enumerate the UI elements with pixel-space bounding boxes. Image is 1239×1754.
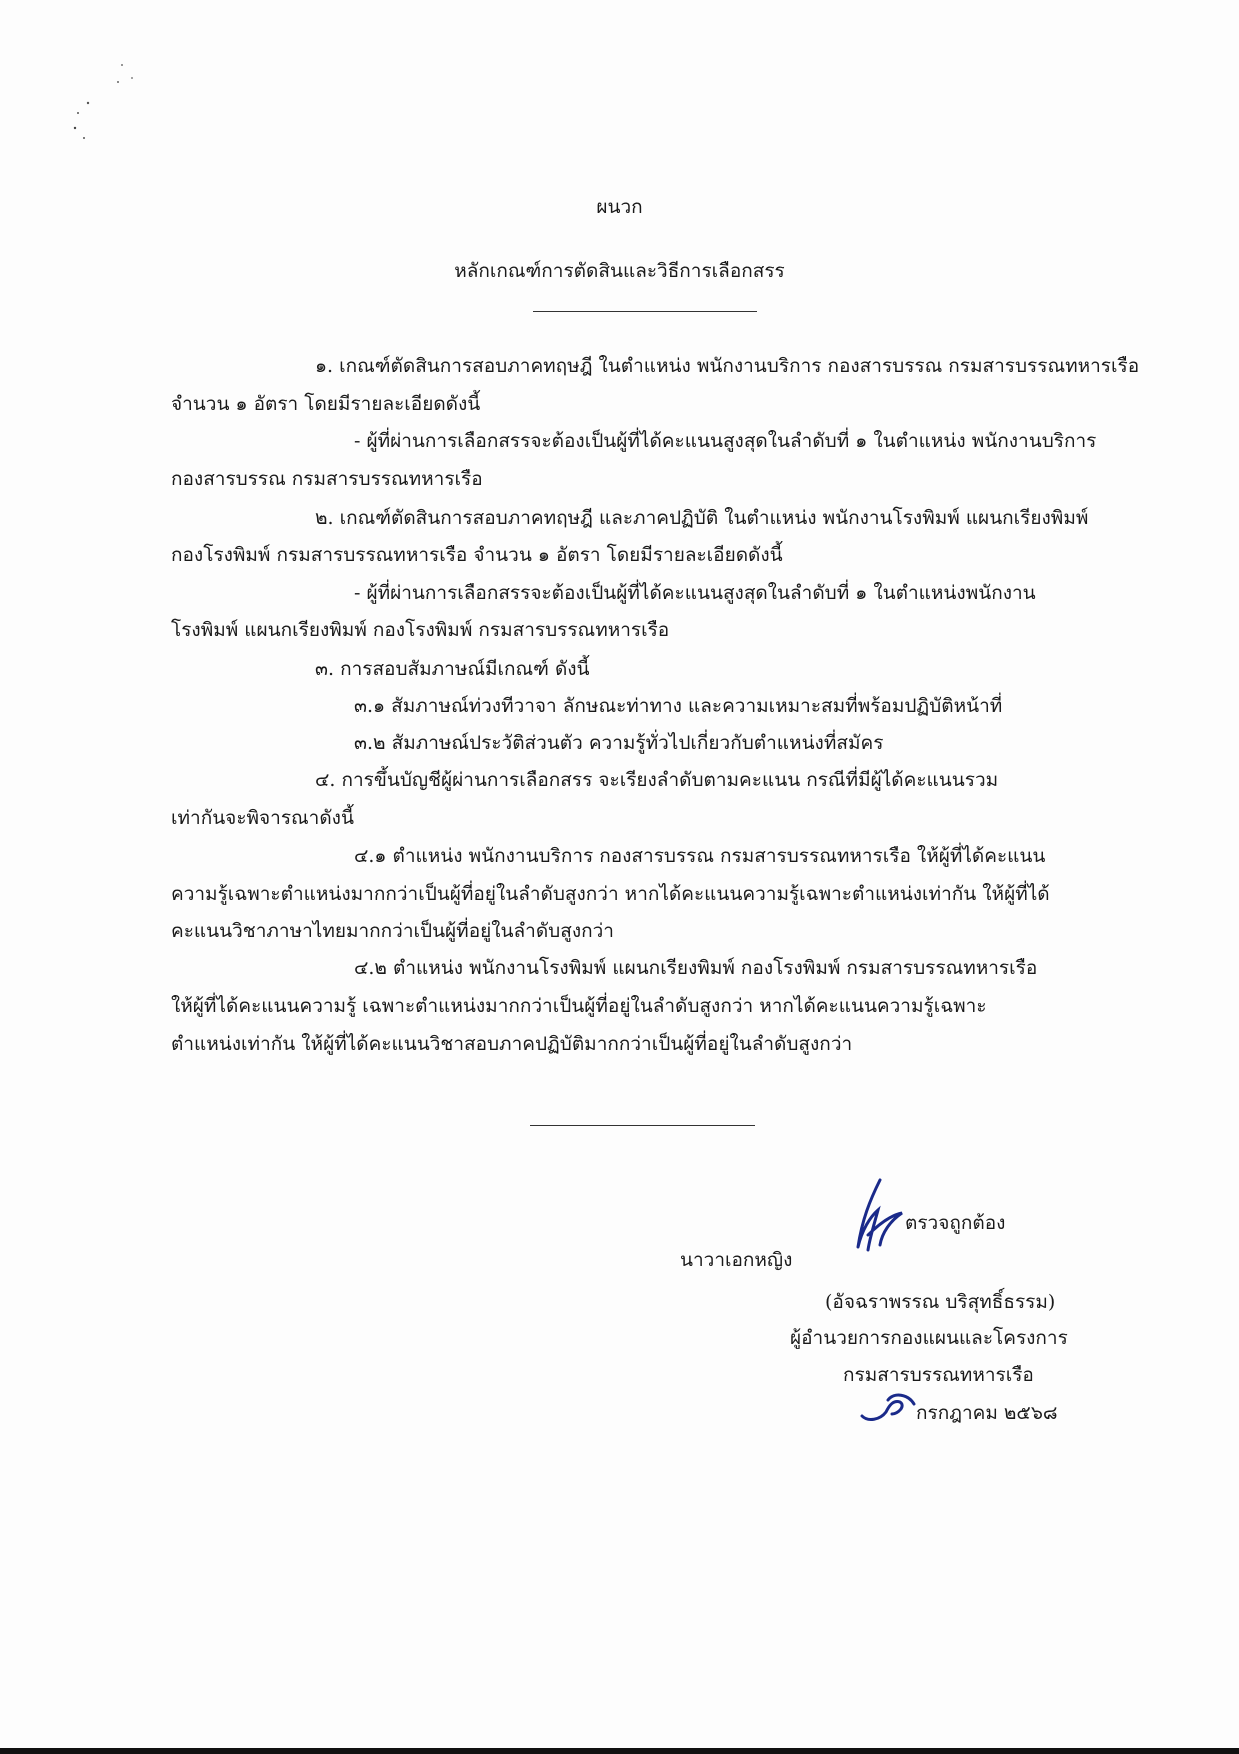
body-line-1: ๑. เกณฑ์ตัดสินการสอบภาคทฤษฎี ในตำแหน่ง พนักงานบริการ กองสารบรรณ กรมสารบรรณทหารเรือ	[315, 355, 1140, 377]
body-line-13: เท่ากันจะพิจารณาดังนี้	[171, 807, 354, 829]
body-line-18: ให้ผู้ที่ได้คะแนนความรู้ เฉพาะตำแหน่งมากกว่าเป็นผู้ที่อยู่ในลำดับสูงกว่า หากได้คะแนนความรู้เฉพาะ	[171, 995, 987, 1017]
body-line-5: ๒. เกณฑ์ตัดสินการสอบภาคทฤษฎี และภาคปฏิบัติ ในตำแหน่ง พนักงานโรงพิมพ์ แผนกเรียงพิมพ์	[315, 507, 1089, 529]
closing-divider	[530, 1125, 755, 1126]
date-handwritten-mark	[858, 1390, 918, 1426]
document-title: หลักเกณฑ์การตัดสินและวิธีการเลือกสรร	[454, 260, 785, 282]
body-line-6: กองโรงพิมพ์ กรมสารบรรณทหารเรือ จำนวน ๑ อัตรา โดยมีรายละเอียดดังนี้	[171, 544, 783, 566]
body-line-16: คะแนนวิชาภาษาไทยมากกว่าเป็นผู้ที่อยู่ในลำดับสูงกว่า	[171, 920, 614, 942]
signature-mark	[840, 1175, 915, 1255]
body-line-14: ๔.๑ ตำแหน่ง พนักงานบริการ กองสารบรรณ กรมสารบรรณทหารเรือ ให้ผู้ที่ได้คะแนน	[354, 845, 1046, 867]
body-line-11: ๓.๒ สัมภาษณ์ประวัติส่วนตัว ความรู้ทั่วไปเกี่ยวกับตำแหน่งที่สมัคร	[354, 732, 884, 754]
body-line-7: - ผู้ที่ผ่านการเลือกสรรจะต้องเป็นผู้ที่ได้คะแนนสูงสุดในลำดับที่ ๑ ในตำแหน่งพนักงาน	[354, 582, 1036, 604]
title-divider	[533, 311, 757, 312]
signer-name: (อัจฉราพรรณ บริสุทธิ์ธรรม)	[825, 1291, 1056, 1313]
body-line-12: ๔. การขึ้นบัญชีผู้ผ่านการเลือกสรร จะเรียงลำดับตามคะแนน กรณีที่มีผู้ได้คะแนนรวม	[315, 769, 999, 791]
scan-specks	[60, 50, 140, 150]
body-line-19: ตำแหน่งเท่ากัน ให้ผู้ที่ได้คะแนนวิชาสอบภาคปฏิบัติมากกว่าเป็นผู้ที่อยู่ในลำดับสูงกว่า	[171, 1033, 853, 1055]
body-line-15: ความรู้เฉพาะตำแหน่งมากกว่าเป็นผู้ที่อยู่ในลำดับสูงกว่า หากได้คะแนนความรู้เฉพาะตำแหน่งเท่ากัน ให้ผู้ที่ได้	[171, 883, 1050, 905]
signer-position: ผู้อำนวยการกองแผนและโครงการ	[790, 1327, 1068, 1349]
signer-rank: นาวาเอกหญิง	[680, 1249, 793, 1271]
body-line-17: ๔.๒ ตำแหน่ง พนักงานโรงพิมพ์ แผนกเรียงพิมพ์ กองโรงพิมพ์ กรมสารบรรณทหารเรือ	[354, 957, 1038, 979]
scan-edge	[0, 1748, 1239, 1754]
body-line-10: ๓.๑ สัมภาษณ์ท่วงทีวาจา ลักษณะท่าทาง และความเหมาะสมที่พร้อมปฏิบัติหน้าที่	[354, 695, 1003, 717]
appendix-heading: ผนวก	[596, 196, 643, 218]
signer-department: กรมสารบรรณทหารเรือ	[843, 1364, 1034, 1386]
certified-text: ตรวจถูกต้อง	[905, 1212, 1006, 1234]
body-line-3: - ผู้ที่ผ่านการเลือกสรรจะต้องเป็นผู้ที่ได้คะแนนสูงสุดในลำดับที่ ๑ ในตำแหน่ง พนักงานบริการ	[354, 430, 1097, 452]
body-line-9: ๓. การสอบสัมภาษณ์มีเกณฑ์ ดังนี้	[315, 658, 590, 680]
body-line-2: จำนวน ๑ อัตรา โดยมีรายละเอียดดังนี้	[171, 393, 481, 415]
document-date: กรกฎาคม ๒๕๖๘	[916, 1402, 1058, 1424]
body-line-8: โรงพิมพ์ แผนกเรียงพิมพ์ กองโรงพิมพ์ กรมสารบรรณทหารเรือ	[171, 619, 670, 641]
body-line-4: กองสารบรรณ กรมสารบรรณทหารเรือ	[171, 468, 483, 490]
